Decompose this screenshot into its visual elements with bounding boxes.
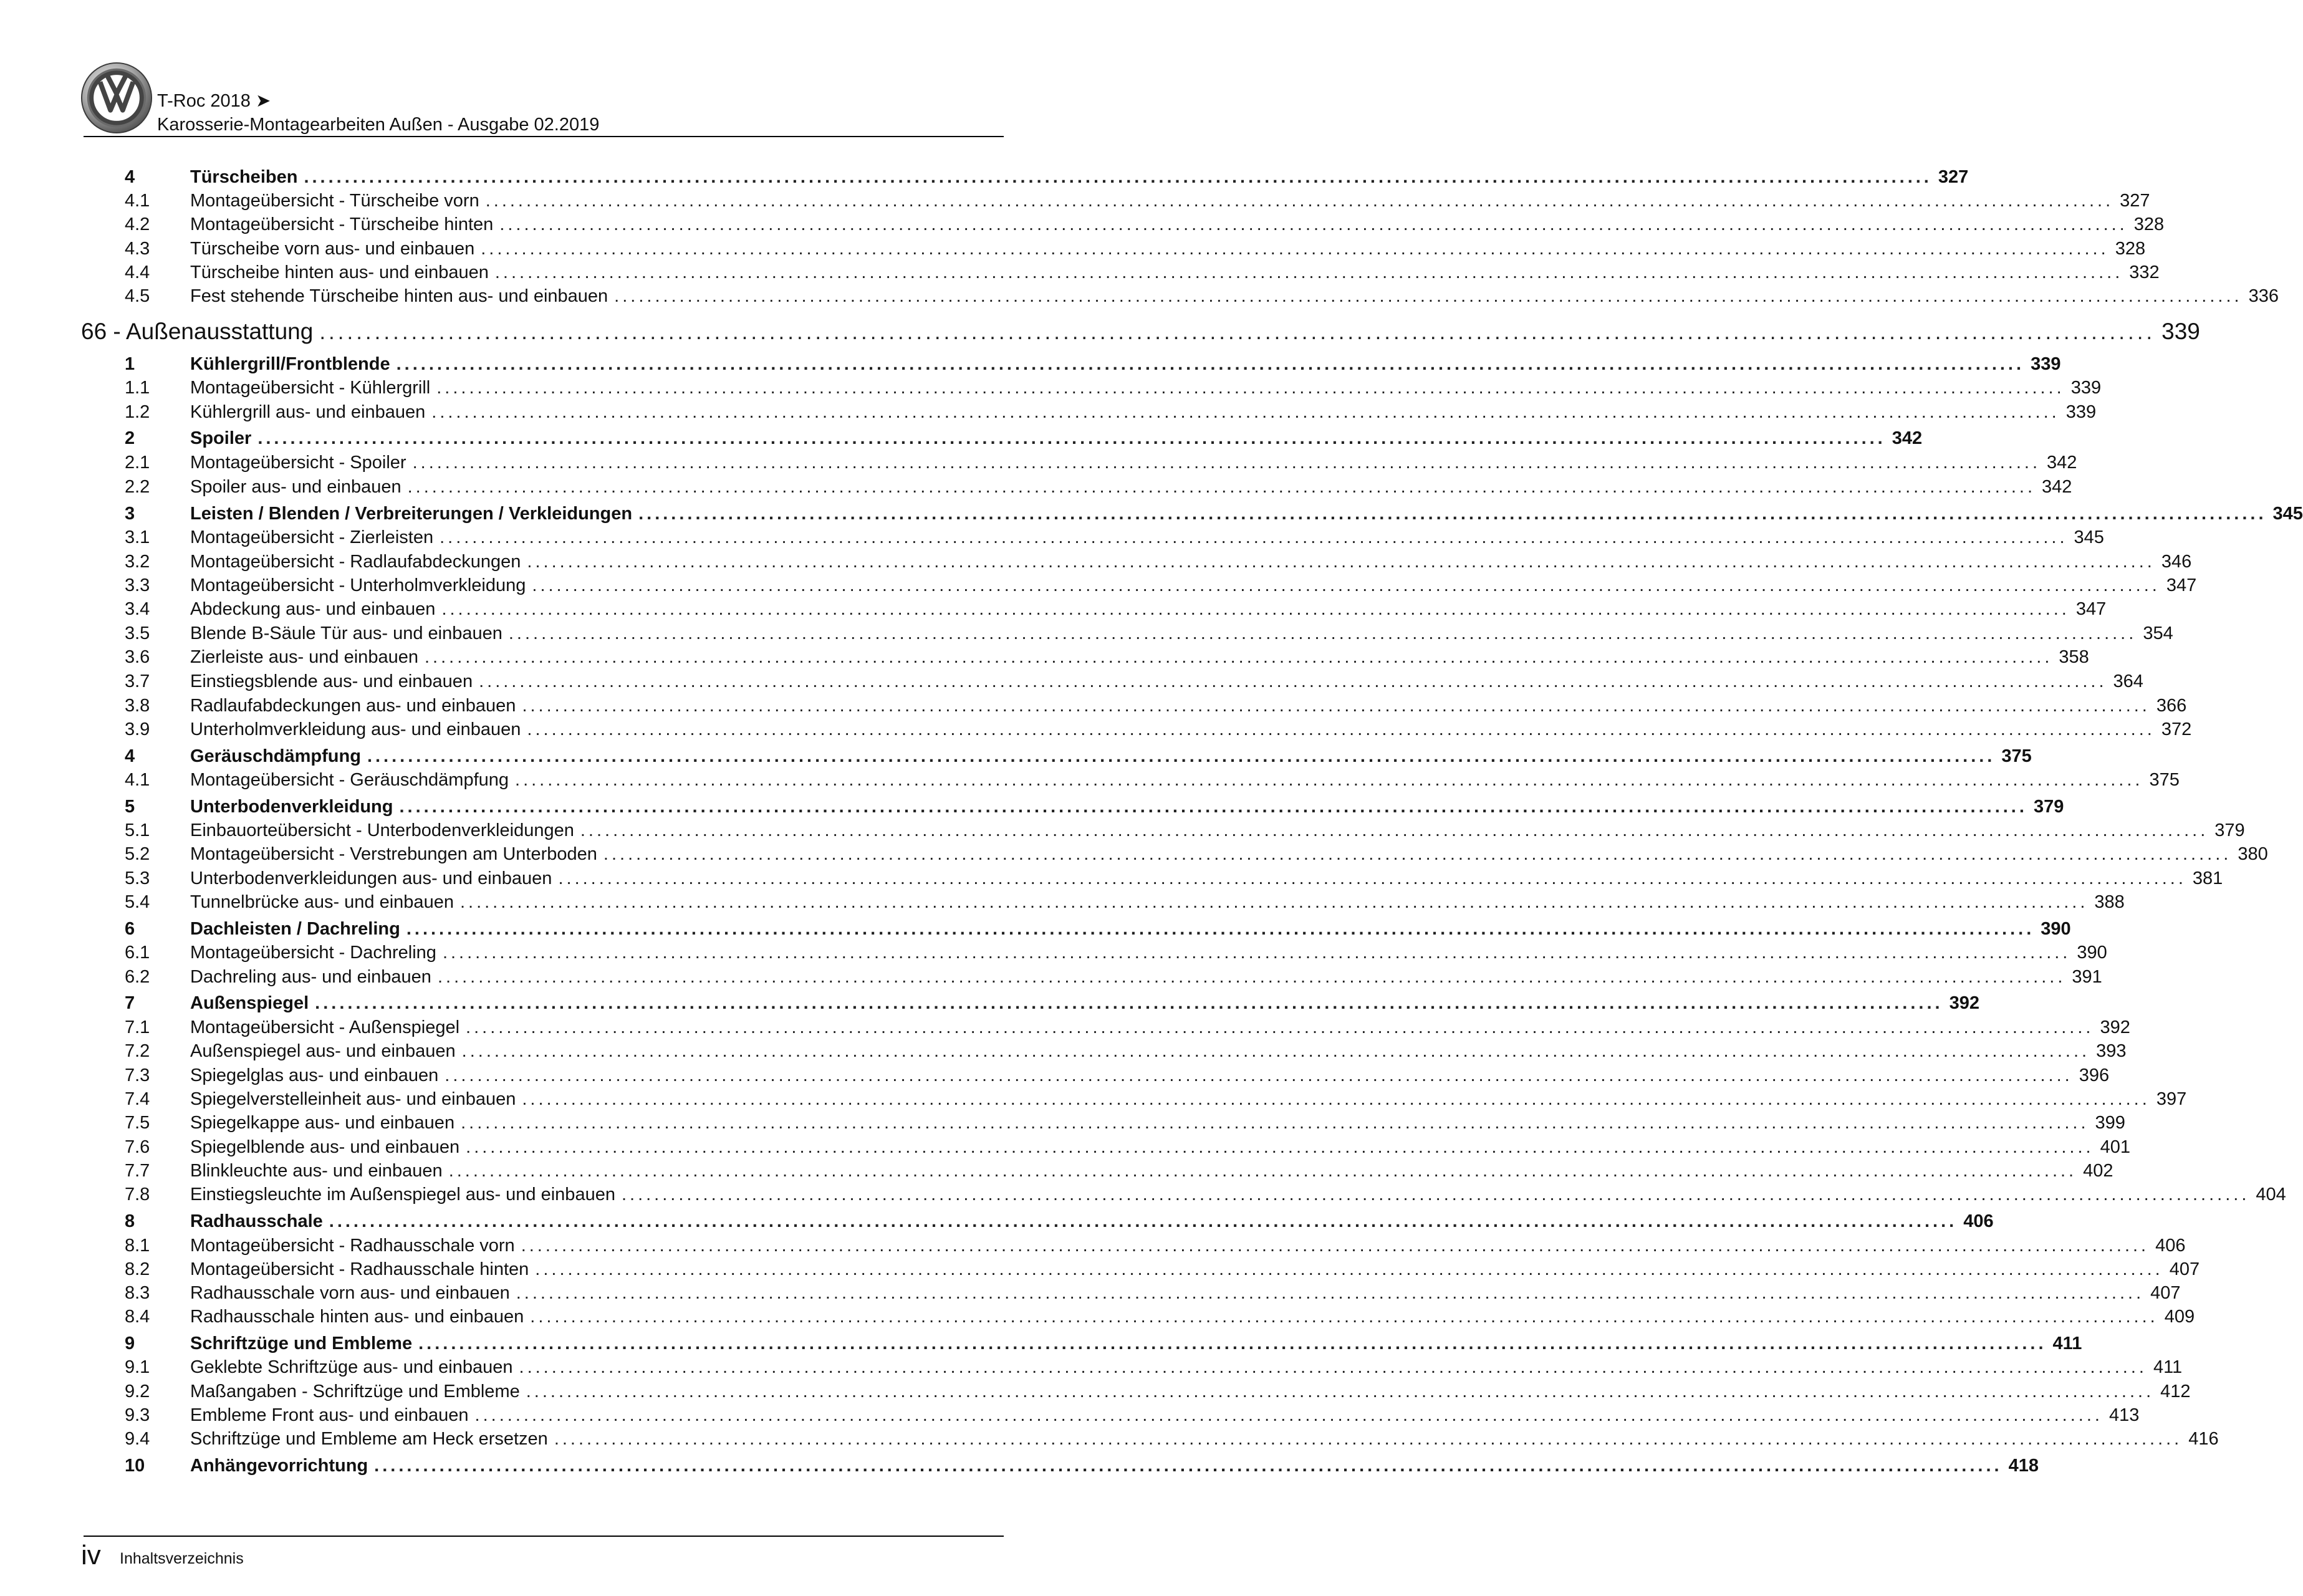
toc-entry[interactable] xyxy=(125,1305,2195,1328)
dot-leader: ........................................................................................................................................................................................................ xyxy=(481,239,2109,259)
header-divider xyxy=(84,136,1004,137)
toc-page-number: 411 xyxy=(2052,1334,2082,1353)
toc-number: 4.3 xyxy=(125,239,150,259)
dot-leader: ........................................................................................................................................................................................................ xyxy=(526,1382,2155,1401)
toc-title: Maßangaben - Schriftzüge und Embleme xyxy=(190,1382,520,1401)
toc-entry[interactable] xyxy=(125,718,2192,741)
toc-entry[interactable] xyxy=(125,695,2187,717)
toc-page-number: 396 xyxy=(2079,1065,2110,1085)
toc-title: 66 - Außenausstattung xyxy=(81,319,314,344)
toc-title: Montageübersicht - Radhausschale vorn xyxy=(190,1236,515,1256)
toc-page-number: 346 xyxy=(2161,552,2192,572)
toc-number: 4 xyxy=(125,167,135,187)
toc-page-number: 409 xyxy=(2164,1307,2195,1327)
toc-entry[interactable] xyxy=(125,1160,2113,1182)
toc-entry[interactable] xyxy=(125,819,2245,842)
toc-number: 8.3 xyxy=(125,1283,150,1303)
toc-page-number: 339 xyxy=(2161,319,2200,344)
toc-title: Türscheibe vorn aus- und einbauen xyxy=(190,239,475,259)
toc-entry[interactable] xyxy=(125,891,2125,913)
dot-leader: ........................................................................................................................................................................................................ xyxy=(508,623,2137,643)
toc-entry[interactable] xyxy=(125,598,2107,620)
toc-page-number: 366 xyxy=(2156,696,2187,716)
toc-title: Montageübersicht - Türscheibe vorn xyxy=(190,191,479,211)
dot-leader: ........................................................................................................................................................................................................ xyxy=(445,1065,2073,1085)
toc-page-number: 332 xyxy=(2129,262,2160,282)
toc-section[interactable] xyxy=(125,1210,1994,1233)
dot-leader: ........................................................................................................................................................................................................ xyxy=(603,844,2232,864)
toc-title: Unterholmverkleidung aus- und einbauen xyxy=(190,719,521,739)
toc-section[interactable] xyxy=(125,1454,2039,1477)
toc-page-number: 364 xyxy=(2113,671,2143,691)
toc-title: Montageübersicht - Dachreling xyxy=(190,943,436,963)
toc-entry[interactable] xyxy=(125,1404,2140,1426)
toc-page-number: 413 xyxy=(2108,1405,2140,1425)
toc-number: 8 xyxy=(125,1211,135,1231)
dot-leader: ........................................................................................................................................................................................................ xyxy=(367,746,1996,766)
toc-number: 3 xyxy=(125,504,135,524)
toc-entry[interactable] xyxy=(125,1016,2130,1039)
toc-page-number: 347 xyxy=(2075,599,2107,619)
dot-leader: ........................................................................................................................................................................................................ xyxy=(459,892,2089,912)
toc-title: Kühlergrill aus- und einbauen xyxy=(190,402,426,422)
toc-page-number: 328 xyxy=(2133,214,2165,234)
dot-leader: ........................................................................................................................................................................................................ xyxy=(466,1017,2094,1037)
toc-section[interactable] xyxy=(125,166,1969,188)
toc-title: Montageübersicht - Türscheibe hinten xyxy=(190,214,494,234)
toc-entry[interactable] xyxy=(125,401,2097,423)
dot-leader: ........................................................................................................................................................................................................ xyxy=(407,477,2036,497)
toc-number: 3.1 xyxy=(125,527,150,547)
toc-entry[interactable] xyxy=(125,843,2268,865)
toc-page-number: 379 xyxy=(2033,797,2064,817)
toc-number: 4.4 xyxy=(125,262,150,282)
toc-title: Spiegelkappe aus- und einbauen xyxy=(190,1113,455,1133)
toc-section[interactable] xyxy=(125,353,2061,375)
toc-page-number: 342 xyxy=(2047,453,2077,473)
dot-leader: ........................................................................................................................................................................................................ xyxy=(396,354,2025,374)
toc-title: Türscheibe hinten aus- und einbauen xyxy=(190,262,489,282)
dot-leader: ........................................................................................................................................................................................................ xyxy=(437,967,2066,987)
dot-leader: ........................................................................................................................................................................................................ xyxy=(466,1137,2094,1157)
toc-title: Montageübersicht - Radlaufabdeckungen xyxy=(190,552,521,572)
toc-page-number: 342 xyxy=(2042,477,2072,497)
dot-leader: ........................................................................................................................................................................................................ xyxy=(535,1259,2163,1279)
toc-page-number: 375 xyxy=(2001,746,2032,766)
toc-number: 3.3 xyxy=(125,575,150,595)
toc-section[interactable] xyxy=(125,796,2064,818)
toc-title: Türscheiben xyxy=(190,167,298,187)
toc-title: Außenspiegel xyxy=(190,993,309,1013)
toc-number: 5.1 xyxy=(125,820,150,840)
toc-title: Montageübersicht - Spoiler xyxy=(190,453,406,473)
dot-leader: ........................................................................................................................................................................................................ xyxy=(558,868,2186,888)
dot-leader: ........................................................................................................................................................................................................ xyxy=(436,378,2065,398)
toc-title: Abdeckung aus- und einbauen xyxy=(190,599,436,619)
toc-entry[interactable] xyxy=(125,451,2077,474)
toc-entry[interactable] xyxy=(125,476,2072,498)
dot-leader: ........................................................................................................................................................................................................ xyxy=(554,1429,2183,1449)
dot-leader: ........................................................................................................................................................................................................ xyxy=(329,1211,1958,1231)
toc-entry[interactable] xyxy=(125,238,2146,260)
toc-page-number: 418 xyxy=(2008,1456,2039,1476)
toc-title: Dachleisten / Dachreling xyxy=(190,919,400,939)
toc-title: Einstiegsleuchte im Außenspiegel aus- und einbauen xyxy=(190,1185,615,1204)
toc-page-number: 393 xyxy=(2096,1041,2127,1061)
toc-page-number: 406 xyxy=(1963,1211,1994,1231)
toc-number: 9 xyxy=(125,1334,135,1353)
toc-title: Zierleiste aus- und einbauen xyxy=(190,647,418,667)
toc-title: Montageübersicht - Zierleisten xyxy=(190,527,434,547)
dot-leader: ........................................................................................................................................................................................................ xyxy=(532,575,2160,595)
toc-number: 2.2 xyxy=(125,477,150,497)
toc-title: Geräuschdämpfung xyxy=(190,746,361,766)
toc-entry[interactable] xyxy=(125,285,2279,307)
dot-leader: ........................................................................................................................................................................................................ xyxy=(399,797,2027,817)
toc-number: 6.1 xyxy=(125,943,150,963)
toc-page-number: 412 xyxy=(2160,1382,2191,1401)
footer-label: Inhaltsverzeichnis xyxy=(120,1550,244,1567)
toc-title: Spoiler aus- und einbauen xyxy=(190,477,401,497)
toc-page-number: 392 xyxy=(2100,1017,2130,1037)
toc-entry[interactable] xyxy=(125,941,2107,964)
toc-number: 3.9 xyxy=(125,719,150,739)
toc-title: Kühlergrill/Frontblende xyxy=(190,354,390,374)
toc-page-number: 358 xyxy=(2059,647,2089,667)
toc-title: Spiegelverstelleinheit aus- und einbauen xyxy=(190,1089,516,1109)
toc-page-number: 339 xyxy=(2065,402,2097,422)
document-subtitle: Karosserie-Montagearbeiten Außen - Ausgabe 02.2019 xyxy=(157,115,600,135)
toc-entry[interactable] xyxy=(125,526,2104,549)
toc-entry[interactable] xyxy=(125,190,2150,212)
toc-entry[interactable] xyxy=(125,1088,2187,1110)
toc-title: Blinkleuchte aus- und einbauen xyxy=(190,1161,443,1181)
toc-entry[interactable] xyxy=(125,213,2165,236)
toc-number: 6.2 xyxy=(125,967,150,987)
toc-number: 6 xyxy=(125,919,135,939)
toc-page-number: 339 xyxy=(2031,354,2061,374)
dot-leader: ........................................................................................................................................................................................................ xyxy=(614,286,2243,306)
toc-number: 7.2 xyxy=(125,1041,150,1061)
toc-number: 5 xyxy=(125,797,135,817)
dot-leader: ........................................................................................................................................................................................................ xyxy=(441,599,2070,619)
toc-title: Schriftzüge und Embleme xyxy=(190,1334,413,1353)
dot-leader: ........................................................................................................................................................................................................ xyxy=(412,453,2041,473)
toc-number: 7.8 xyxy=(125,1185,150,1204)
toc-title: Fest stehende Türscheibe hinten aus- und einbauen xyxy=(190,286,608,306)
toc-number: 4.5 xyxy=(125,286,150,306)
toc-title: Blende B-Säule Tür aus- und einbauen xyxy=(190,623,502,643)
dot-leader: ........................................................................................................................................................................................................ xyxy=(638,504,2267,524)
toc-number: 9.4 xyxy=(125,1429,150,1449)
toc-number: 1.2 xyxy=(125,402,150,422)
toc-page-number: 345 xyxy=(2074,527,2104,547)
toc-page-number: 372 xyxy=(2161,719,2192,739)
dot-leader: ........................................................................................................................................................................................................ xyxy=(494,262,2123,282)
toc-title: Geklebte Schriftzüge aus- und einbauen xyxy=(190,1357,513,1377)
dot-leader: ........................................................................................................................................................................................................ xyxy=(448,1161,2077,1181)
toc-title: Tunnelbrücke aus- und einbauen xyxy=(190,892,454,912)
toc-title: Einstiegsblende aus- und einbauen xyxy=(190,671,473,691)
toc-number: 4.1 xyxy=(125,191,150,211)
toc-title: Montageübersicht - Unterholmverkleidung xyxy=(190,575,526,595)
toc-page-number: 327 xyxy=(2120,191,2150,211)
toc-section[interactable] xyxy=(125,745,2032,767)
dot-leader: ........................................................................................................................................................................................................ xyxy=(461,1113,2089,1133)
toc-title: Montageübersicht - Radhausschale hinten xyxy=(190,1259,529,1279)
toc-number: 7.6 xyxy=(125,1137,150,1157)
toc-number: 3.8 xyxy=(125,696,150,716)
toc-section[interactable] xyxy=(125,992,1979,1014)
toc-number: 3.4 xyxy=(125,599,150,619)
dot-leader: ........................................................................................................................................................................................................ xyxy=(461,1041,2090,1061)
dot-leader: ........................................................................................................................................................................................................ xyxy=(479,671,2107,691)
toc-page-number: 345 xyxy=(2272,504,2303,524)
toc-title: Radhausschale vorn aus- und einbauen xyxy=(190,1283,510,1303)
toc-page-number: 336 xyxy=(2248,286,2279,306)
dot-leader: ........................................................................................................................................................................................................ xyxy=(527,719,2155,739)
toc-page-number: 354 xyxy=(2143,623,2173,643)
toc-page-number: 347 xyxy=(2166,575,2197,595)
toc-title: Montageübersicht - Verstrebungen am Unterboden xyxy=(190,844,597,864)
dot-leader: ........................................................................................................................................................................................................ xyxy=(431,402,2060,422)
toc-page-number: 327 xyxy=(1938,167,1969,187)
toc-entry[interactable] xyxy=(125,1112,2125,1134)
toc-title: Unterbodenverkleidung xyxy=(190,797,393,817)
toc-number: 4.2 xyxy=(125,214,150,234)
toc-title: Radhausschale hinten aus- und einbauen xyxy=(190,1307,524,1327)
toc-title: Spiegelglas aus- und einbauen xyxy=(190,1065,439,1085)
toc-page-number: 339 xyxy=(2070,378,2102,398)
toc-number: 7 xyxy=(125,993,135,1013)
dot-leader: ........................................................................................................................................................................................................ xyxy=(580,820,2209,840)
toc-entry[interactable] xyxy=(125,1282,2181,1304)
toc-title: Außenspiegel aus- und einbauen xyxy=(190,1041,456,1061)
toc-page-number: 411 xyxy=(2153,1357,2183,1377)
toc-entry[interactable] xyxy=(125,1136,2130,1158)
toc-page-number: 406 xyxy=(2155,1236,2186,1256)
toc-title: Schriftzüge und Embleme am Heck ersetzen xyxy=(190,1429,548,1449)
toc-title: Montageübersicht - Außenspiegel xyxy=(190,1017,460,1037)
toc-page-number: 375 xyxy=(2149,770,2180,790)
toc-number: 7.3 xyxy=(125,1065,150,1085)
dot-leader: ........................................................................................................................................................................................................ xyxy=(522,1089,2150,1109)
toc-section[interactable] xyxy=(125,1332,2082,1355)
toc-page-number: 401 xyxy=(2100,1137,2130,1157)
dot-leader: ........................................................................................................................................................................................................ xyxy=(424,647,2053,667)
toc-number: 7.1 xyxy=(125,1017,150,1037)
toc-page-number: 342 xyxy=(1892,428,1923,448)
toc-number: 4 xyxy=(125,746,135,766)
dot-leader: ........................................................................................................................................................................................................ xyxy=(319,320,2156,344)
toc-number: 7.4 xyxy=(125,1089,150,1109)
toc-title: Montageübersicht - Geräuschdämpfung xyxy=(190,770,509,790)
toc-title: Spoiler xyxy=(190,428,252,448)
toc-page-number: 392 xyxy=(1949,993,1979,1013)
toc-section[interactable] xyxy=(125,918,2071,940)
toc-number: 8.2 xyxy=(125,1259,150,1279)
toc-page-number: 402 xyxy=(2083,1161,2113,1181)
toc-page-number: 397 xyxy=(2156,1089,2187,1109)
dot-leader: ........................................................................................................................................................................................................ xyxy=(304,167,1932,187)
dot-leader: ........................................................................................................................................................................................................ xyxy=(315,993,1943,1013)
toc-number: 3.7 xyxy=(125,671,150,691)
toc-title: Dachreling aus- und einbauen xyxy=(190,967,431,987)
toc-entry[interactable] xyxy=(125,622,2173,645)
dot-leader: ........................................................................................................................................................................................................ xyxy=(499,214,2128,234)
toc-number: 5.4 xyxy=(125,892,150,912)
toc-chapter[interactable] xyxy=(81,318,2200,346)
toc-title: Embleme Front aus- und einbauen xyxy=(190,1405,469,1425)
toc-number: 3.2 xyxy=(125,552,150,572)
dot-leader: ........................................................................................................................................................................................................ xyxy=(515,770,2143,790)
toc-number: 8.1 xyxy=(125,1236,150,1256)
toc-number: 9.3 xyxy=(125,1405,150,1425)
toc-number: 5.2 xyxy=(125,844,150,864)
toc-entry[interactable] xyxy=(125,966,2102,988)
dot-leader: ........................................................................................................................................................................................................ xyxy=(257,428,1886,448)
toc-number: 7.5 xyxy=(125,1113,150,1133)
toc-title: Anhängevorrichtung xyxy=(190,1456,368,1476)
toc-entry[interactable] xyxy=(125,1380,2191,1403)
dot-leader: ........................................................................................................................................................................................................ xyxy=(474,1405,2103,1425)
toc-title: Einbauorteübersicht - Unterbodenverkleidungen xyxy=(190,820,574,840)
dot-leader: ........................................................................................................................................................................................................ xyxy=(527,552,2155,572)
dot-leader: ........................................................................................................................................................................................................ xyxy=(440,527,2068,547)
toc-title: Unterbodenverkleidungen aus- und einbauen xyxy=(190,868,552,888)
toc-page-number: 380 xyxy=(2238,844,2268,864)
toc-page-number: 399 xyxy=(2095,1113,2125,1133)
document-title: T-Roc 2018 ➤ xyxy=(157,91,271,111)
toc-section[interactable] xyxy=(125,427,1923,449)
toc-title: Spiegelblende aus- und einbauen xyxy=(190,1137,460,1157)
toc-number: 2.1 xyxy=(125,453,150,473)
toc-number: 3.5 xyxy=(125,623,150,643)
toc-number: 9.2 xyxy=(125,1382,150,1401)
toc-entry[interactable] xyxy=(125,1356,2183,1378)
toc-entry[interactable] xyxy=(125,1183,2286,1206)
toc-title: Radlaufabdeckungen aus- und einbauen xyxy=(190,696,516,716)
toc-page-number: 379 xyxy=(2214,820,2245,840)
dot-leader: ........................................................................................................................................................................................................ xyxy=(442,943,2071,963)
toc-page-number: 407 xyxy=(2169,1259,2200,1279)
dot-leader: ........................................................................................................................................................................................................ xyxy=(406,919,2035,939)
dot-leader: ........................................................................................................................................................................................................ xyxy=(530,1307,2158,1327)
toc-title: Montageübersicht - Kühlergrill xyxy=(190,378,431,398)
dot-leader: ........................................................................................................................................................................................................ xyxy=(516,1283,2145,1303)
dot-leader: ........................................................................................................................................................................................................ xyxy=(374,1456,2003,1476)
toc-number: 7.7 xyxy=(125,1161,150,1181)
toc-entry[interactable] xyxy=(125,646,2089,668)
toc-entry[interactable] xyxy=(125,1040,2127,1062)
toc-number: 3.6 xyxy=(125,647,150,667)
toc-number: 8.4 xyxy=(125,1307,150,1327)
toc-entry[interactable] xyxy=(125,867,2223,890)
dot-leader: ........................................................................................................................................................................................................ xyxy=(485,191,2114,211)
toc-entry[interactable] xyxy=(125,1428,2219,1450)
toc-page-number: 390 xyxy=(2077,943,2107,963)
dot-leader: ........................................................................................................................................................................................................ xyxy=(621,1185,2250,1204)
toc-entry[interactable] xyxy=(125,670,2143,693)
dot-leader: ........................................................................................................................................................................................................ xyxy=(418,1334,2047,1353)
toc-entry[interactable] xyxy=(125,769,2180,791)
toc-page-number: 404 xyxy=(2256,1185,2286,1204)
toc-page-number: 391 xyxy=(2072,967,2102,987)
toc-page-number: 388 xyxy=(2094,892,2125,912)
toc-number: 1.1 xyxy=(125,378,150,398)
toc-number: 9.1 xyxy=(125,1357,150,1377)
toc-entry[interactable] xyxy=(125,261,2160,284)
toc-page-number: 416 xyxy=(2188,1429,2219,1449)
toc-page-number: 381 xyxy=(2192,868,2223,888)
toc-number: 1 xyxy=(125,354,135,374)
footer-divider xyxy=(84,1536,1004,1537)
vw-logo xyxy=(80,61,153,135)
toc-entry[interactable] xyxy=(125,1064,2110,1087)
toc-title: Radhausschale xyxy=(190,1211,323,1231)
toc-entry[interactable] xyxy=(125,1234,2186,1257)
toc-title: Leisten / Blenden / Verbreiterungen / Verkleidungen xyxy=(190,504,633,524)
toc-page-number: 328 xyxy=(2115,239,2146,259)
toc-number: 10 xyxy=(125,1456,145,1476)
toc-section[interactable] xyxy=(125,502,2303,525)
toc-entry[interactable] xyxy=(125,377,2102,399)
toc-entry[interactable] xyxy=(125,550,2192,573)
toc-entry[interactable] xyxy=(125,1258,2200,1281)
toc-number: 5.3 xyxy=(125,868,150,888)
toc-page-number: 407 xyxy=(2150,1283,2181,1303)
toc-number: 4.1 xyxy=(125,770,150,790)
toc-entry[interactable] xyxy=(125,574,2197,597)
dot-leader: ........................................................................................................................................................................................................ xyxy=(521,1236,2150,1256)
page-number: iv xyxy=(81,1540,101,1570)
dot-leader: ........................................................................................................................................................................................................ xyxy=(519,1357,2147,1377)
toc-page-number: 390 xyxy=(2041,919,2071,939)
dot-leader: ........................................................................................................................................................................................................ xyxy=(522,696,2150,716)
toc-number: 2 xyxy=(125,428,135,448)
